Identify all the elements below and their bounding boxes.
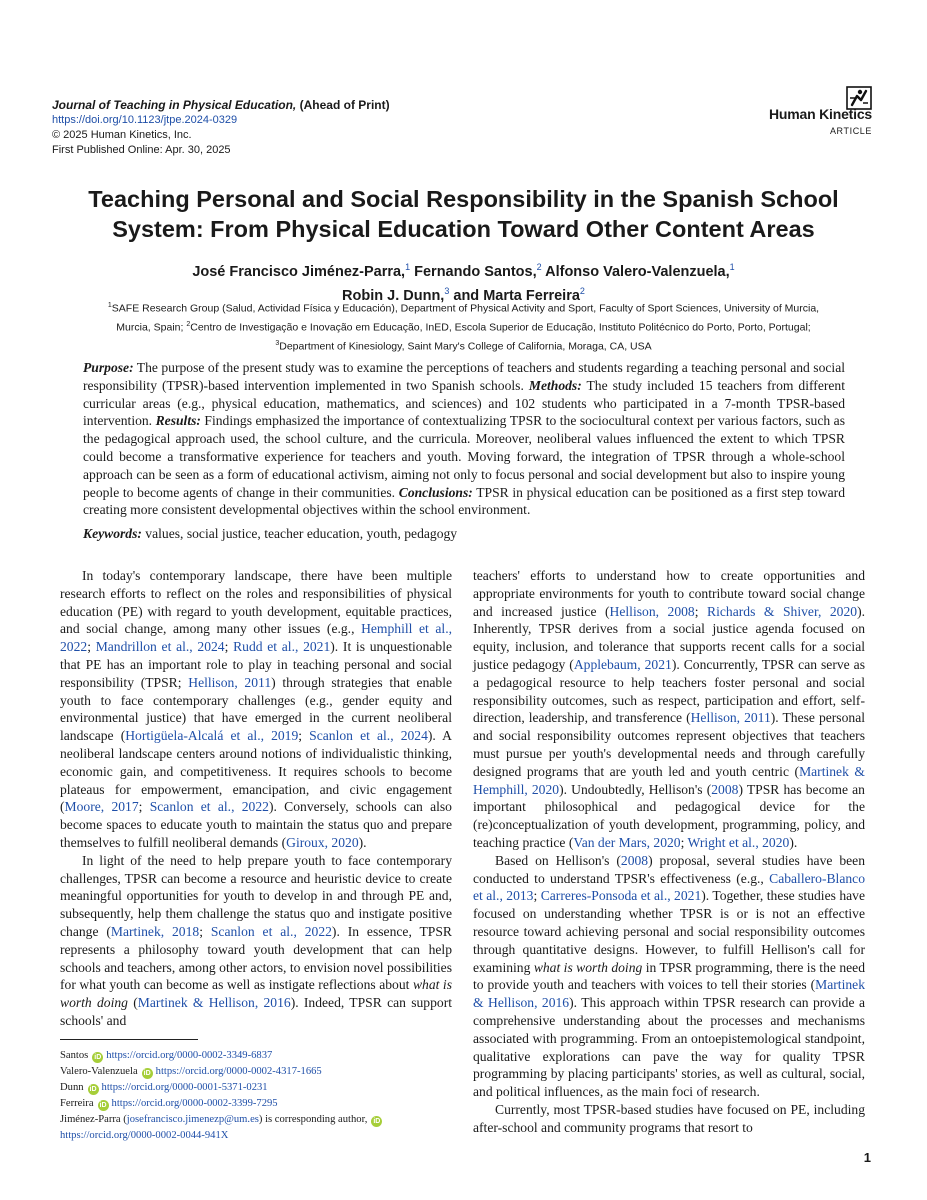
citation-link[interactable]: Hellison, 2011 xyxy=(690,710,771,726)
journal-header xyxy=(52,98,390,158)
citation-link[interactable]: Hellison, 2011 xyxy=(188,674,272,690)
orcid-icon: iD xyxy=(99,1102,107,1109)
article-type: ARTICLE xyxy=(829,126,872,136)
orcid-note: Santos iD https://orcid.org/0000-0002-3349-6837 xyxy=(60,1050,273,1061)
publisher-brand xyxy=(722,86,872,136)
citation-link[interactable]: 2008 xyxy=(620,852,649,868)
methods-label: Methods: xyxy=(528,377,582,393)
paragraph: teachers' efforts to understand how to create opportunities and appropriate environments for youth to contribute toward social change and increased justice (Hellison, 2008; Richards & Shiver, 2020). Inherently, TPSR derives from a social justice agenda focused on equity, inclusion, and tolerance that supports recent calls for a social justice pedagogy (Applebaum, 2021). Concurrently, TPSR can serve as a pedagogical resource to help teachers foster personal and social responsibility outcomes, such as respect, participation and effort, self-direction, leadership, and transference (Hellison, 2011). These personal and social responsibility outcomes represent objectives that teachers must pursue per youth's developmental needs and through carefully designed programs that are youth led and youth centric (Martinek & Hemphill, 2020). Undoubtedly, Hellison's (2008) TPSR has become an important philosophical and pedagogical device for the (re)conceptualization of youth development, programming, policy, and teaching practice (Van der Mars, 2020; Wright et al., 2020). xyxy=(473,568,865,850)
orcid-icon: iD xyxy=(89,1086,97,1093)
citation-link[interactable]: Giroux, 2020 xyxy=(286,834,359,850)
citation-link[interactable]: Scanlon et al., 2022 xyxy=(149,799,269,815)
citation-link[interactable]: Carreres-Ponsoda et al., 2021 xyxy=(540,888,702,904)
publisher-name: Human Kinetics xyxy=(769,106,872,122)
citation-link[interactable]: Martinek & Hellison, 2016 xyxy=(473,977,865,1011)
email-link[interactable]: josefrancisco.jimenezp@um.es xyxy=(126,1114,259,1125)
author: José Francisco Jiménez-Parra, xyxy=(192,263,406,280)
keywords: Keywords: values, social justice, teacher education, youth, pedagogy xyxy=(83,526,458,541)
orcid-link[interactable]: https://orcid.org/0000-0002-0044-941X xyxy=(60,1130,229,1141)
citation-link[interactable]: Caballero-Blanco et al., 2013 xyxy=(473,870,865,904)
journal-name: Journal of Teaching in Physical Education, (Ahead of Print) xyxy=(52,98,390,112)
paragraph: In light of the need to help prepare youth to face contemporary challenges, TPSR can become a resource and heuristic device to create meaningful opportunities for youth to develop in and through PE and, subsequently, help them challenge the status quo and instigate positive change (Martinek, 2018; Scanlon et al., 2022). In essence, TPSR represents a philosophy toward youth development that can help schools and teachers, among other actors, to envision novel possibilities for what youth can become as well as instigate reflections about what is worth doing (Martinek & Hellison, 2016). Indeed, TPSR can support schools' and xyxy=(60,852,453,1028)
citation-link[interactable]: Hemphill et al., 2022 xyxy=(60,621,452,655)
citation-link[interactable]: Wright et al., 2020 xyxy=(687,834,790,850)
affiliations: $^1$SAFE Research Group (Salud, Actividad Física y Educación), Department of Physical Activity and Sport, Faculty of Sport Sciences, University of Murcia, Murcia, Spain; $^2$Centro de Investigação e Inovação em Educação, InED, Escola Superior de Educação, Instituto Politécnico do Porto, Porto, Portugal; $^3$Department of Kinesiology, Saint Mary's College of California, Moraga, CA, USA xyxy=(107,302,820,353)
citation-link[interactable]: Martinek & Hellison, 2016 xyxy=(137,995,291,1011)
paragraph: In today's contemporary landscape, there have been multiple research efforts to reflect on the roles and responsibilities of physical education (PE) with regard to youth development, equitable practices, and social change, among many other issues (e.g., Hemphill et al., 2022; Mandrillon et al., 2024; Rudd et al., 2021). It is unquestionable that PE has an important role to play in teaching personal and social responsibility (TPSR; Hellison, 2011) through strategies that enable youth to face contemporary challenges (e.g., gender equity and environmental justice) that have emerged in the current neoliberal landscape (Hortigüela-Alcalá et al., 2019; Scanlon et al., 2024). A neoliberal landscape centers around notions of individualistic thinking, economic gain, and competitiveness. It requires schools to become plateaus for empowerment, emancipation, and civic engagement (Moore, 2017; Scanlon et al., 2022). Conversely, schools can also become spaces to educate youth to maintain the status quo and prepare themselves to fulfill neoliberal demands (Giroux, 2020). xyxy=(60,568,453,850)
publication-date: First Published Online: Apr. 30, 2025 xyxy=(52,144,231,156)
purpose-label: Purpose: xyxy=(83,360,134,375)
citation-link[interactable]: Hortigüela-Alcalá et al., 2019 xyxy=(125,728,299,744)
citation-link[interactable]: 2008 xyxy=(711,781,739,797)
orcid-icon: iD xyxy=(143,1070,151,1077)
orcid-icon: iD xyxy=(373,1118,381,1125)
page-number: 1 xyxy=(863,1150,871,1165)
footnotes xyxy=(60,1048,452,1144)
citation-link[interactable]: Richards & Shiver, 2020 xyxy=(707,603,858,619)
author-list: José Francisco Jiménez-Parra,$^1$ Fernando Santos,$^2$ Alfonso Valero-Valenzuela,$^1$ Robin J. Dunn,$^3$ and Marta Ferreira$^2$ xyxy=(192,262,735,304)
doi-link[interactable]: https://doi.org/10.1123/jtpe.2024-0329 xyxy=(52,114,238,126)
citation-link[interactable]: Rudd et al., 2021 xyxy=(233,639,331,655)
citation-link[interactable]: Martinek & Hemphill, 2020 xyxy=(473,763,865,797)
orcid-icon: iD xyxy=(94,1054,102,1061)
copyright: © 2025 Human Kinetics, Inc. xyxy=(52,129,192,141)
conclusions-label: Conclusions: xyxy=(398,484,473,500)
citation-link[interactable]: Martinek, 2018 xyxy=(110,923,200,939)
author: Robin J. Dunn, xyxy=(342,287,445,304)
article-title: Teaching Personal and Social Responsibility in the Spanish School System: From Physical Education Toward Other Content Areas xyxy=(88,186,839,242)
orcid-link[interactable]: https://orcid.org/0000-0002-3349-6837 xyxy=(106,1050,273,1061)
abstract: Purpose: The purpose of the present study was to examine the perceptions of teachers and students regarding a teaching personal and social responsibility (TPSR)-based intervention implemented in two Spanish schools. Methods: The study included 15 teachers from different curricular areas (e.g., physical education, mathematics, and sciences) and 102 students who participated in a 7-month TPSR-based intervention. Results: Findings emphasized the importance of contextualizing TPSR to the sociocultural context per various factors, such as the pedagogical approach used, the school culture, and the curricula. Moreover, neoliberal values influenced the extent to which TPSR could become a transformative experience for teachers and youth. Moving forward, the integration of TPSR through a whole-school approach can be seen as a form of educational activism, aiming not only to focus personal and social development but also to inspire young people to become agents of change in their communities. Conclusions: TPSR in physical education can be positioned as a first step toward creating more consistent developmental objectives within the school environment. xyxy=(83,360,845,518)
orcid-link[interactable]: https://orcid.org/0000-0002-4317-1665 xyxy=(155,1066,322,1077)
orcid-note: Ferreira iD https://orcid.org/0000-0002-3399-7295 xyxy=(60,1098,278,1109)
citation-link[interactable]: Scanlon et al., 2022 xyxy=(210,923,332,939)
body-column-right xyxy=(473,567,865,1137)
citation-link[interactable]: Scanlon et al., 2024 xyxy=(309,728,428,744)
orcid-note: Dunn iD https://orcid.org/0000-0001-5371-0231 xyxy=(60,1082,268,1093)
citation-link[interactable]: Moore, 2017 xyxy=(64,799,139,815)
author: Alfonso Valero-Valenzuela, xyxy=(545,263,730,280)
paragraph: Based on Hellison's (2008) proposal, several studies have been conducted to understand TPSR's effectiveness (e.g., Caballero-Blanco et al., 2013; Carreres-Ponsoda et al., 2021). Together, these studies have focused on understanding whether TPSR is or is not an effective resource toward achieving personal and social responsibility outcomes through quantitative designs. However, to fulfill Hellison's call for examining what is worth doing in TPSR programming, there is the need to provide youth and teachers with voices to tell their stories (Martinek & Hellison, 2016). This approach within TPSR research can provide a comprehensive understanding about the processes and mechanisms associated with programming. From an ontoepistemological standpoint, qualitative explorations can pave the way for quality TPSR programming by placing participants' stories, as well as cultural, social, and political influences, as the main foci of research. xyxy=(473,852,865,1100)
footnote-divider xyxy=(60,1039,198,1040)
orcid-link[interactable]: https://orcid.org/0000-0002-3399-7295 xyxy=(111,1098,278,1109)
citation-link[interactable]: Hellison, 2008 xyxy=(609,603,695,619)
orcid-link[interactable]: https://orcid.org/0000-0001-5371-0231 xyxy=(101,1082,268,1093)
citation-link[interactable]: Applebaum, 2021 xyxy=(573,656,672,672)
corresponding-author-note: Jiménez-Parra (josefrancisco.jimenezp@um.es) is corresponding author, iDhttps://orcid.org/0000-0002-0044-941X xyxy=(60,1114,381,1141)
results-label: Results: xyxy=(155,413,201,429)
author: and Marta Ferreira xyxy=(453,287,580,304)
citation-link[interactable]: Mandrillon et al., 2024 xyxy=(95,639,225,655)
body-column-left xyxy=(60,567,452,1030)
paragraph: Currently, most TPSR-based studies have focused on PE, including after-school and community programs that resort to xyxy=(473,1101,865,1135)
author: Fernando Santos, xyxy=(414,263,537,280)
citation-link[interactable]: Van der Mars, 2020 xyxy=(573,834,681,850)
orcid-note: Valero-Valenzuela iD https://orcid.org/0000-0002-4317-1665 xyxy=(60,1066,322,1077)
